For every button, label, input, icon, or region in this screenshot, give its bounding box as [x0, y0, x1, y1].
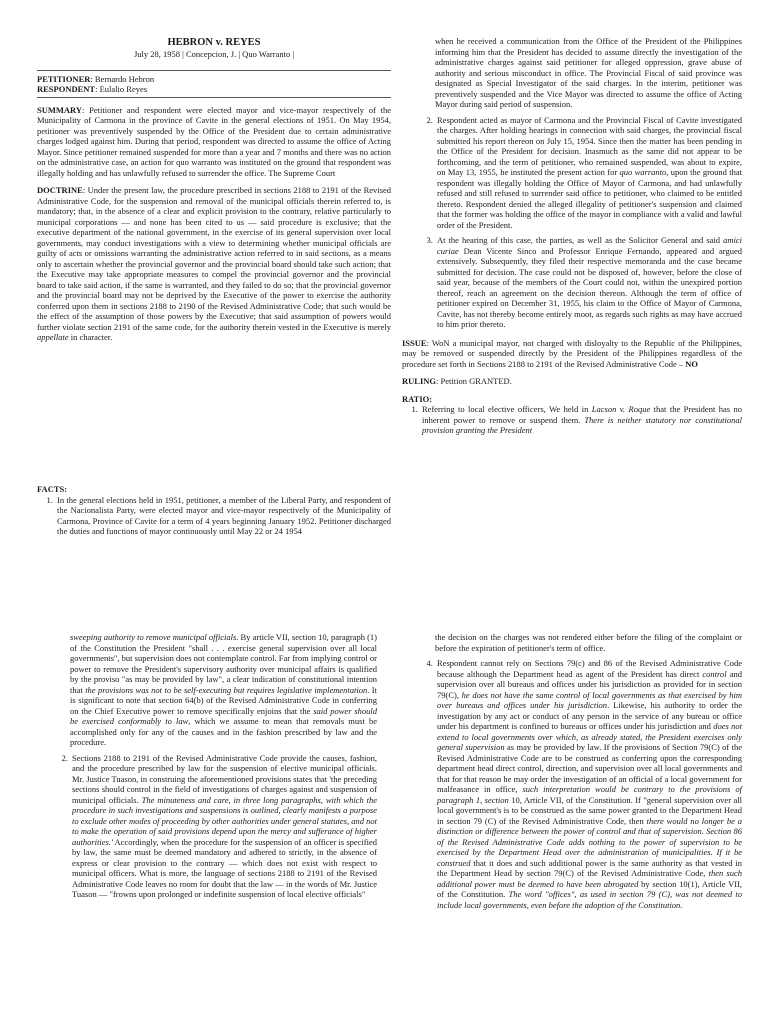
ratio-item-4-text: Respondent cannot rely on Sections 79(c) and 86 of the Revised Administrative Code because although the Department head as agent of the President has direct [437, 658, 742, 679]
ratio-item-1-cont-text: . By article VII, section 10, paragraph (1) of the Constitution the President "shall . . . exercise general supervision over all local governments", but supervision does not contemplate control. Far from implying control or power to remove the President's supervisory authority over municipal affairs is qualified by the proviso "as may be provided by law", a clear indication of constitutional intention that [70, 632, 378, 695]
bottom-left-column [37, 632, 377, 905]
ratio-item-4-italic: control [702, 668, 727, 679]
doctrine-label: DOCTRINE [37, 185, 83, 195]
fact-item-2-text: Respondent acted as mayor of Carmona and the Provincial Fiscal of Cavite investigated the charges. After holding hearings in connection with said charges, the provincial fiscal submitted his report thereon on July 15, 1954. Since then the matter has been pending in the Office of the President for decision. Inasmuch as the same did not appear to be forthcoming, and the term of petitioner, who remained suspended, was about to expire, on May 13, 1955, he instituted the present action for [437, 114, 742, 177]
ratio-item-3-continued: the decision on the charges was not rendered either before the filing of the complaint or before the expiration of petitioner's term of office. [435, 632, 742, 653]
issue-paragraph: ISSUE: WoN a municipal mayor, not charged with disloyalty to the Republic of the Philippines, may be removed or suspended directly by the President of the Philippines regardless of the procedure set forth in Sections 2188 to 2191 of the Revised Administrative Code – NO [402, 337, 742, 369]
issue-text: WoN a municipal mayor, not charged with disloyalty to the Republic of the Philippines, may be removed or suspended directly by the President of the Philippines regardless of the procedure set forth in Sections 2188 to 2191 of the Revised Administrative Code – [402, 337, 742, 369]
respondent-label: RESPONDENT [37, 84, 96, 94]
ratio-item-4-text-e: 10, Article VII, of the Constitution. If "general supervision over all local government's is to be construed as the same power granted to the Department Head in section 79 (C) of the Revised Administrative Code, then [437, 794, 742, 826]
summary-text: Petitioner and respondent were elected mayor and vice-mayor respectively of the Municipality of Carmona in the province of Cavite in the general elections of 1951. On May 1954, petitioner was preventively suspended by the Office of the President due to certain administrative charges lodged against him. During that period, respondent was directed to assume the office of Acting Mayor. Since petitioner remained suspended for more than a year and 7 months and there was no action on the administrative case, an action for quo warranto was instituted on the ground that respondent was illegally holding and has unlawfully refused to surrender the office. The Supreme Court [37, 104, 391, 178]
ratio-item-4-text-f: that it does and such additional power is the same authority as that vested in the Department Head by section 79(C) of the Revised Administrative Code, [437, 857, 743, 878]
ratio-item-4-text-d: as may be provided by law. If the provisions of Section 79(C) of the Revised Administrative Code are to be construed as conferring upon the corresponding department head direct control, direction, and supervision over all local governments and that for that reason he may order the investigation of an official of a local government for malfeasance in office, [437, 742, 742, 794]
doctrine-paragraph: DOCTRINE: Under the present law, the procedure prescribed in sections 2188 to 2191 of the Revised Administrative Code, for the suspension and removal of the municipal officials therein referred to, is mandatory; that, in the absence of a clear and explicit provision to the contrary, relative particularly to municipal corporations — and none has been cited to us — said procedure is exclusive; that the executive department of the national government, in the exercise of its general supervision over local governments, may conduct investigations with a view to determining whether municipal officials are guilty of acts or omissions warranting the administrative action referred to in said sections, as a means only to ascertain whether the provincial governor and the provincial board should take such action; that the Executive may take appropriate measures to compel the provincial governor and the provincial board to take said action, if the same is warranted, and they failed to do so; that the provincial governor and the provincial board may not be deprived by the Executive of the power to exercise the authority conferred upon them in sections 2188 to 2190 of the Revised Administrative Code; that such would be the effect of the assumption of those powers by the Executive; that said assumption of powers would further violate section 2191 of the same code, for the authority therein vested in the Executive is merely appellate in character. [37, 185, 391, 342]
fact-item-2-italic: quo warranto [619, 167, 667, 177]
ratio-item-4-text-c: . Likewise, his authority to order the investigation by any act or conduct of any person in the service of any bureau or office under his department is confined to bureaus or offices under his jurisdiction and [437, 700, 742, 731]
ratio-item-4 [435, 658, 742, 910]
fact-item-1-continued: when he received a communication from the Office of the President of the Philippines informing him that the President has decided to assume directly the investigation of the administrative charges against said petitioner for alleged oppression, grave abuse of authority and serious misconduct in office. The Provincial Fiscal of said province was designated as Special Investigator of the said charges. In the interim, petitioner was preventively suspended and the Vice Mayor was directed to assume the office of Acting Mayor during said period of suspension. [435, 36, 742, 109]
ratio-item-1-continued [37, 632, 377, 748]
case-title: HEBRON v. REYES [167, 37, 261, 48]
fact-item-2-text-b: , upon the ground that respondent was illegally holding the Office of Mayor of Carmona, and had unlawfully refused and still refused to surrender said office to petitioner, who claimed to be entitled thereto. Respondent denied the alleged illegality of petitioner's suspension and claimed that the former was holding the office of the mayor in compliance with a valid and lawful order of the President. [437, 167, 742, 230]
fact-item-3-text: At the hearing of this case, the parties, as well as the Solicitor General and said [437, 235, 721, 245]
ratio-list-continued [37, 753, 377, 900]
facts-heading: FACTS: [37, 484, 68, 494]
doctrine-end: in character. [68, 332, 113, 342]
ratio-item-2-text: Sections 2188 to 2191 of the Revised Administrative Code provide the causes, fashion, and the procedure prescribed by law for the suspension of elective municipal officials. Mr. Justice Tuason, in construing the aforementioned provisions states that 'the preceding sections should control in the field of investigations of charges against and suspension of municipal officials. [72, 752, 377, 805]
ratio-list-start [402, 404, 742, 436]
ratio-item-4-italic-d: such interpretation would be contrary to the provisions of paragraph 1, section [437, 784, 742, 805]
ratio-item-1 [420, 404, 742, 436]
fact-item-3 [435, 235, 742, 330]
bottom-right-column [402, 632, 742, 915]
petitioner-name: Bernardo Hebron [94, 73, 155, 84]
doctrine-text: Under the present law, the procedure prescribed in sections 2188 to 2191 of the Revised Administrative Code, for the suspension and removal of the municipal officials therein referred to, is mandatory; that, in the absence of a clear and explicit provision to the contrary, relative particularly to municipal corporations — and none has been cited to us — said procedure is exclusive; that the executive department of the national government, in the exercise of its general supervision over local governments, may conduct investigations with a view to determining whether municipal officials are guilty of acts or omissions warranting the administrative action referred to in said sections, as a means only to ascertain whether the provincial governor and the provincial board should take such action; that the Executive may take appropriate measures to compel the provincial governor and the provincial board to take said action, if the same is warranted, and they failed to do so; that the provincial governor and the provincial board may not be deprived by the Executive of the power to exercise the authority conferred upon them in sections 2188 to 2190 of the Revised Administrative Code; that such would be the effect of the assumption of those powers by the Executive; that said assumption of powers would further violate section 2191 of the same code, for the authority therein vested in the Executive is merely [37, 185, 391, 332]
ratio-item-4-text-g: by section 10(1), Article VII, of the Constitution. [437, 878, 743, 899]
top-left-column [37, 36, 391, 350]
ratio-item-1-italic: There is neither statutory nor constitutional provision granting the President [422, 414, 743, 435]
ratio-item-4-italic-g: The word "offices", as used in section 79 (C), was not deemed to include local governments, even before the adoption of the Constitution. [437, 889, 742, 910]
ruling-paragraph: RULING: Petition GRANTED. [402, 376, 512, 386]
issue-label: ISSUE [402, 337, 427, 348]
ratio-label: RATIO [402, 393, 430, 404]
fact-item-2 [435, 115, 742, 231]
case-subtitle: July 28, 1958 | Concepcion, J. | Quo Warranto | [133, 49, 295, 59]
facts-list-continued [402, 115, 742, 330]
ratio-item-4-italic-b: he does not have the same control of local governments as that exercised by him over bureaus and offices under his jurisdiction [437, 689, 742, 710]
fact-item-1: 1. In the general elections held in 1951, petitioner, a member of the Liberal Party, and respondent of the Nacionalista Party, were elected mayor and vice-mayor respectively of the Municipality of Carmona, Province of Cavite for a term of 4 years beginning January 1952. Petitioner discharged the duties and functions of mayor continuously until May 22 or 24 1954 [55, 495, 391, 537]
parties-box [37, 70, 391, 98]
ratio-item-1-text-b: that the President has no inherent power to remove or suspend them. [422, 404, 743, 425]
issue-answer: NO [685, 358, 699, 369]
ratio-item-2-text-b: Accordingly, when the procedure for the suspension of an officer is specified by law, the same must be deemed mandatory and adhered to strictly, in the absence of express or clear provision to the contrary — which does not exist with respect to municipal officers. What is more, the language of sections 2188 to 2191 of the Revised Administrative Code leaves no room for doubt that the law — in the words of Mr. Justice Tuason — "frowns upon prolonged or indefinite suspension of local elective officials" [72, 836, 378, 899]
fact-item-3-text-b: Dean Vicente Sinco and Professor Enrique Fernando, appeared and argued extensively. Subsequently, they filed their respective memoranda and the case became submitted for decision. The case could not be disposed of, however, before the close of said year, because of the members of the Court could not, within the unexpired portion thereof, reach an agreement on the decision thereon. Although the term of office of petitioner expired on December 31, 1955, his claim to the Office of Mayor of Carmona, Cavite, has not thereby become entirely moot, as regards such rights as may have accrued to him prior thereto. [437, 245, 743, 329]
ratio-item-1-cont-text-c: , which we assume to mean that removals must be accomplished only for any of the causes and in the fashion prescribed by law and the procedure. [70, 716, 377, 747]
summary-paragraph: SUMMARY: Petitioner and respondent were elected mayor and vice-mayor respectively of the Municipality of Carmona in the province of Cavite in the general elections of 1951. On May 1954, petitioner was preventively suspended by the Office of the President due to certain administrative charges lodged against him. During that period, respondent was directed to assume the office of Acting Mayor. Since petitioner remained suspended for more than a year and 7 months and there was no action on the administrative case, an action for quo warranto was instituted on the ground that respondent was illegally holding and has unlawfully refused to surrender the office. The Supreme Court [37, 104, 391, 178]
ratio-item-1-cont-text-b: . It is significant to note that section 64(b) of the Revised Administrative Code in conferring on the Chief Executive power to remove specifically enjoins that the [70, 684, 377, 716]
ratio-item-4-italic-f: then such additional power must be deemed to have been abrogated [437, 868, 742, 889]
ratio-item-1-cont-italic-b: the provisions was not to be self-executing but requires legislative implementation [85, 684, 368, 695]
ratio-item-2 [70, 753, 377, 900]
respondent-name: Eulalio Reyes [99, 84, 148, 94]
ratio-item-2-italic: The minuteness and care, in three long paragraphs, with which the procedure in such investigations and suspensions is outlined, clearly manifests a purpose to exclude other modes of proceeding by other authorities under general statutes, and not to make the operation of said provisions depend upon the mercy and sufferance of higher authorities.' [72, 794, 378, 847]
ratio-list-final [402, 658, 742, 910]
ratio-heading: RATIO: [402, 393, 433, 404]
facts-list-start [37, 495, 391, 537]
top-right-column [402, 36, 742, 441]
ratio-item-4-italic-e: there would no longer be a distinction or difference between the power of control and that of supervision. Section 86 of the Revised Administrative Code adds nothing to the power of supervision to be exercised by the Department Head over the administration of municipalities. If it be construed [437, 815, 743, 868]
ratio-item-1-cont-italic: sweeping authority to remove municipal officials [70, 632, 237, 642]
petitioner-label: PETITIONER [37, 73, 91, 84]
summary-label: SUMMARY [37, 104, 83, 115]
ratio-item-1-cont-italic-c: said power should be exercised conformably to law [70, 705, 378, 726]
respondent-line: RESPONDENT: Eulalio Reyes [37, 84, 148, 94]
ruling-text: Petition GRANTED. [440, 376, 512, 386]
facts-column [37, 484, 391, 542]
fact-item-3-italic: amici curiae [437, 235, 742, 256]
ratio-item-1-text: Referring to local elective officers, We held in [422, 404, 589, 414]
facts-label: FACTS [37, 484, 65, 494]
petitioner-line: PETITIONER: Bernardo Hebron [37, 73, 155, 84]
ratio-item-4-text-b: and supervision over all bureaus and offices under his jurisdiction as provided for in section 79(C), [437, 668, 742, 700]
ratio-item-1-case: Lacson v. Roque [591, 404, 651, 414]
doctrine-italic: appellate [37, 332, 69, 342]
ratio-item-4-italic-c: does not extend to local governments over which, as already stated, the President exercises only general supervision [437, 721, 742, 752]
ruling-label: RULING [402, 376, 437, 386]
